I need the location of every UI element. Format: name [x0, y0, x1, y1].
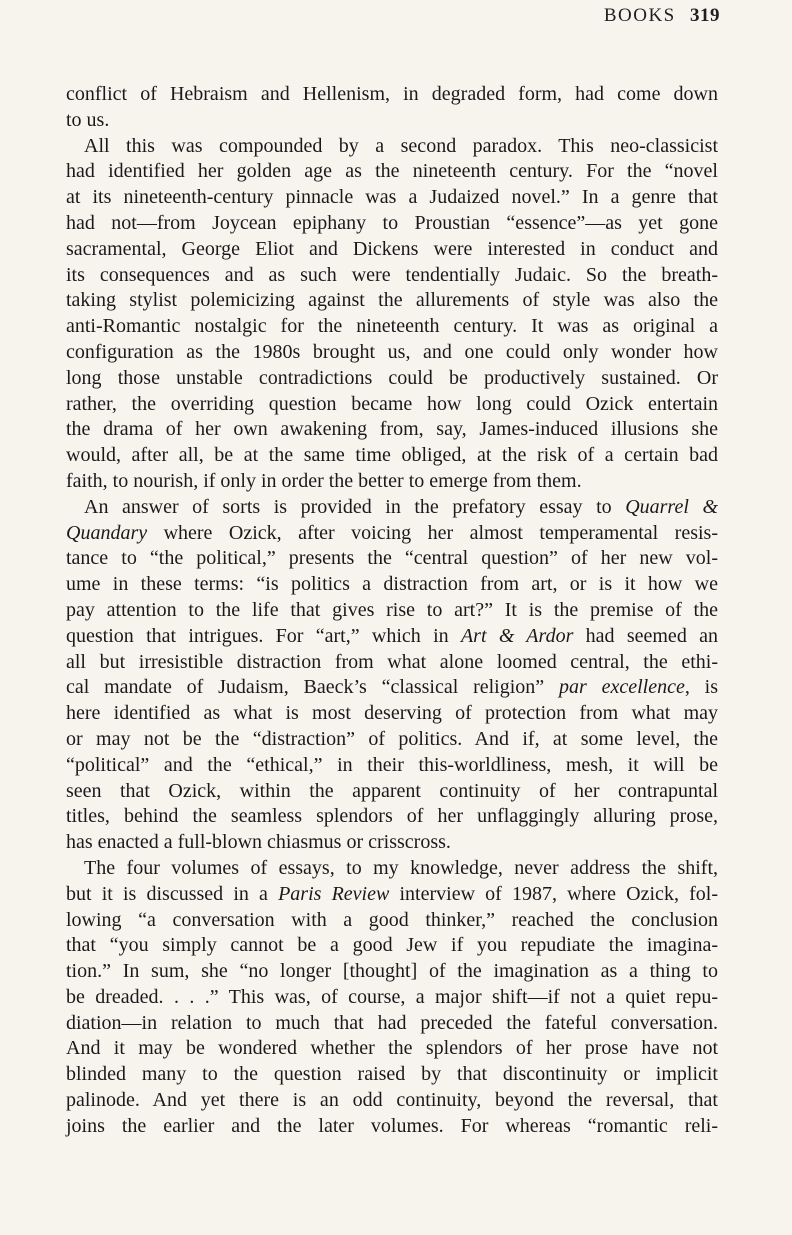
text-line [66, 134, 718, 160]
text-run: cal mandate of Judaism, Baeck’s “classical religion” [66, 676, 559, 699]
text-line [66, 1036, 718, 1062]
text-run: long those unstable contradictions could be productively sustained. Or [66, 366, 718, 389]
text-run: And it may be wondered whether the splendors of her prose have not [66, 1037, 718, 1060]
text-line [66, 495, 718, 521]
text-run: titles, behind the seamless splendors of her unflaggingly alluring prose, [66, 805, 718, 828]
text-run: question that intrigues. For “art,” which in [66, 624, 461, 647]
text-run: tance to “the political,” presents the “central question” of her new vol- [66, 547, 718, 570]
text-line [66, 1114, 718, 1140]
text-line [66, 701, 718, 727]
text-line [66, 185, 718, 211]
text-run: the drama of her own awakening from, say, James-induced illusions she [66, 418, 718, 441]
text-line [66, 830, 718, 856]
text-line [66, 211, 718, 237]
text-line [66, 727, 718, 753]
text-run: faith, to nourish, if only in order the better to emerge from them. [66, 469, 582, 492]
text-line [66, 753, 718, 779]
text-run: had seemed an [573, 624, 718, 647]
text-run: its consequences and as such were tendentially Judaic. So the breath- [66, 263, 718, 286]
text-line [66, 624, 718, 650]
text-run: has enacted a full-blown chiasmus or crisscross. [66, 831, 451, 854]
italic-title: Paris Review [278, 882, 390, 905]
text-run: had not—from Joycean epiphany to Proustian “essence”—as yet gone [66, 211, 718, 234]
text-run: blinded many to the question raised by that discontinuity or implicit [66, 1063, 718, 1086]
text-run: rather, the overriding question became how long could Ozick entertain [66, 392, 718, 415]
text-line [66, 985, 718, 1011]
text-line [66, 856, 718, 882]
text-run: be dreaded. . . .” This was, of course, a major shift—if not a quiet repu- [66, 985, 718, 1008]
text-line [66, 392, 718, 418]
text-run: “political” and the “ethical,” in their this-worldliness, mesh, it will be [66, 753, 718, 776]
text-line [66, 546, 718, 572]
section-title: BOOKS [603, 5, 676, 26]
text-run: taking stylist polemicizing against the allurements of style was also the [66, 289, 718, 312]
italic-title: Art & Ardor [460, 624, 574, 647]
text-line [66, 1062, 718, 1088]
text-run: tion.” In sum, she “no longer [thought] of the imagination as a thing to [66, 960, 718, 983]
text-run: conflict of Hebraism and Hellenism, in degraded form, had come down [66, 83, 718, 105]
italic-title: par excellence [558, 676, 685, 699]
body-text [66, 82, 718, 1140]
text-run: diation—in relation to much that had preceded the fateful conversation. [66, 1011, 718, 1034]
text-line [66, 908, 718, 934]
text-run: at its nineteenth-century pinnacle was a Judaized novel.” In a genre that [66, 186, 718, 209]
text-line [66, 598, 718, 624]
text-run: but it is discussed in a [66, 882, 279, 905]
text-line [66, 933, 718, 959]
text-run: here identified as what is most deserving of protection from what may [66, 702, 718, 725]
text-run: interview of 1987, where Ozick, fol- [389, 882, 718, 905]
text-run: , is [684, 676, 718, 699]
text-line [66, 1088, 718, 1114]
text-run: joins the earlier and the later volumes. For whereas “romantic reli- [66, 1114, 718, 1137]
text-run: pay attention to the life that gives rise to art?” It is the premise of the [66, 598, 718, 621]
text-run: sacramental, George Eliot and Dickens were interested in conduct and [66, 237, 718, 260]
text-line [66, 263, 718, 289]
italic-title: Quarrel & [625, 495, 718, 518]
text-run: where Ozick, after voicing her almost temperamental resis- [147, 521, 718, 544]
text-line [66, 804, 718, 830]
text-line [66, 237, 718, 263]
running-head [604, 5, 720, 27]
text-run: seen that Ozick, within the apparent continuity of her contrapuntal [66, 779, 718, 802]
text-run: that “you simply cannot be a good Jew if you repudiate the imagina- [66, 934, 718, 957]
text-run: lowing “a conversation with a good thinker,” reached the conclusion [66, 908, 718, 931]
page-number: 319 [690, 5, 720, 26]
text-line [66, 443, 718, 469]
text-run: palinode. And yet there is an odd continuity, beyond the reversal, that [66, 1089, 718, 1112]
text-run: ume in these terms: “is politics a distraction from art, or is it how we [66, 573, 718, 596]
text-line [66, 650, 718, 676]
text-run: All this was compounded by a second paradox. This neo-classicist [84, 134, 718, 157]
text-line [66, 779, 718, 805]
text-line [66, 675, 718, 701]
text-run: The four volumes of essays, to my knowledge, never address the shift, [84, 856, 718, 879]
text-line [66, 417, 718, 443]
text-line [66, 572, 718, 598]
text-run: all but irresistible distraction from what alone loomed central, the ethi- [66, 650, 718, 673]
text-line [66, 314, 718, 340]
text-line [66, 288, 718, 314]
text-line [66, 340, 718, 366]
text-line [66, 1011, 718, 1037]
italic-title: Quandary [66, 521, 148, 544]
text-run: An answer of sorts is provided in the prefatory essay to [84, 495, 626, 518]
text-line [66, 469, 718, 495]
text-run: would, after all, be at the same time obliged, at the risk of a certain bad [66, 444, 718, 467]
text-line [66, 959, 718, 985]
text-run: anti-Romantic nostalgic for the nineteenth century. It was as original a [66, 315, 718, 338]
text-line [66, 521, 718, 547]
text-line [66, 882, 718, 908]
text-run: to us. [66, 108, 110, 131]
text-line [66, 82, 718, 108]
text-run: configuration as the 1980s brought us, and one could only wonder how [66, 340, 718, 363]
text-line [66, 108, 718, 134]
text-line [66, 366, 718, 392]
text-run: had identified her golden age as the nineteenth century. For the “novel [66, 160, 718, 183]
text-line [66, 159, 718, 185]
text-run: or may not be the “distraction” of politics. And if, at some level, the [66, 727, 718, 750]
